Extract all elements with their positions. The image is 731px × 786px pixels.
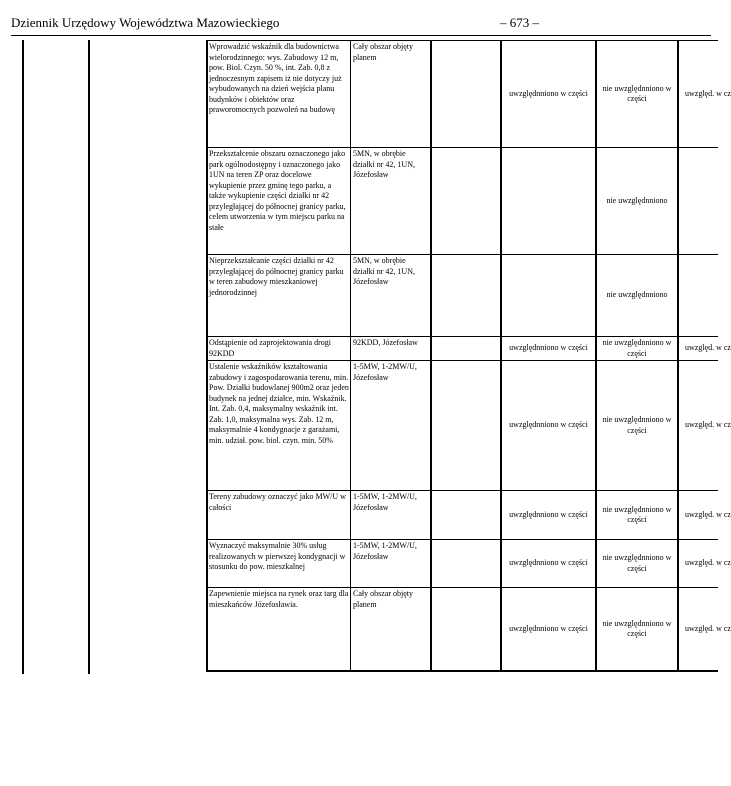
request-text: Tereny zabudowy oznaczyć jako MW/U w całości	[209, 492, 346, 512]
decision-text: uwzględ. w cz	[685, 343, 731, 353]
journal-title: Dziennik Urzędowy Województwa Mazowieckiego	[11, 15, 280, 30]
decision-cell	[595, 588, 677, 670]
decision-text: nie uwzględnniono w części	[602, 553, 672, 573]
request-text: Przekształcenie obszaru oznaczonego jako park ogólnodostępny i oznaczonego jako 1UN na teren ZP oraz docelowe wykupienie przez gminę tego parku, a także wykupienie części działki nr 42 przyległającej do północnej granicy parku, celem utworzenia w tym miejscu parku na stałe	[209, 149, 346, 232]
decision-text: uwzględ. w cz	[685, 558, 731, 568]
area-text: 1-5MW, 1-2MW/U, Józefosław	[350, 361, 430, 490]
empty-cell	[430, 361, 500, 490]
empty-cell	[430, 148, 500, 254]
decision-text: nie uwzględnniono w części	[602, 338, 672, 358]
header-rule	[11, 35, 711, 36]
area-text: Cały obszar objęty planem	[350, 588, 430, 670]
table-row	[208, 587, 731, 670]
empty-cell	[430, 540, 500, 587]
area-text: 1-5MW, 1-2MW/U, Józefosław	[350, 491, 430, 539]
decision-cell	[500, 540, 595, 587]
decision-cell	[677, 491, 731, 539]
decision-text: uwzględnniono w części	[509, 509, 588, 519]
decision-cell	[595, 255, 677, 336]
decision-cell	[500, 337, 595, 360]
decision-cell	[500, 491, 595, 539]
decision-cell	[595, 337, 677, 360]
decision-text: uwzględ. w cz	[685, 509, 731, 519]
decision-cell	[500, 588, 595, 670]
resolution-table	[206, 40, 731, 672]
decision-text: uwzględnniono w części	[509, 420, 588, 430]
area-text: 92KDD, Józefosław	[350, 337, 430, 360]
empty-cell	[430, 255, 500, 336]
decision-text: nie uwzględnniono w części	[602, 83, 672, 103]
empty-cell	[430, 337, 500, 360]
decision-text: nie uwzględnniono w części	[602, 415, 672, 435]
margin-line-left	[22, 40, 24, 674]
decision-text: nie uwzględnniono w części	[602, 618, 672, 638]
decision-text: nie uwzględnniono w części	[602, 504, 672, 524]
page-number: – 673 –	[500, 15, 539, 30]
decision-cell	[595, 41, 677, 147]
request-text: Wprowadzić wskaźnik dla budownictwa wielorodzinnego: wys. Zabudowy 12 m, pow. Biol. Czyn. 50 %, int. Zab. 0,8 z jednoczesnym zapisem iż nie dotyczy już wybudowanych na dzień wejścia planu budynków i obiektów oraz praworomocnych pozwoleń na budowę	[209, 42, 342, 114]
empty-cell	[430, 41, 500, 147]
decision-text: uwzględ. w cz	[685, 88, 731, 98]
decision-cell	[595, 148, 677, 254]
table-row	[208, 490, 731, 539]
empty-cell	[430, 588, 500, 670]
area-text: 5MN, w obrębie działki nr 42, 1UN, Józefosław	[350, 148, 430, 254]
decision-cell	[595, 361, 677, 490]
decision-cell	[595, 540, 677, 587]
table-row	[208, 336, 731, 360]
area-text: 1-5MW, 1-2MW/U, Józefosław	[350, 540, 430, 587]
margin-line-middle	[88, 40, 90, 674]
decision-cell	[677, 361, 731, 490]
table-row	[208, 254, 718, 336]
table-row	[208, 147, 718, 254]
request-text: Odstąpienie od zaprojektowania drogi 92KDD	[209, 338, 331, 358]
decision-cell	[500, 255, 595, 336]
table-row	[208, 40, 731, 147]
decision-cell	[500, 148, 595, 254]
decision-text: uwzględ. w cz	[685, 420, 731, 430]
table-row	[208, 360, 731, 490]
decision-cell	[677, 540, 731, 587]
request-text: Zapewnienie miejsca na rynek oraz targ dla mieszkańców Józefosławia.	[209, 589, 349, 609]
area-text: Cały obszar objęty planem	[350, 41, 430, 147]
decision-cell	[500, 361, 595, 490]
decision-text: uwzględ. w cz	[685, 623, 731, 633]
decision-cell	[677, 337, 731, 360]
decision-cell	[677, 255, 722, 336]
decision-text: nie uwzględnniono	[606, 290, 668, 299]
area-text: 5MN, w obrębie działki nr 42, 1UN, Józefosław	[350, 255, 430, 336]
decision-text: uwzględnniono w części	[509, 558, 588, 568]
request-text: Wyznaczyć maksymalnie 30% usług realizowanych w pierwszej kondygnacji w stosunku do pow. mieszkalnej	[209, 541, 346, 571]
decision-text: uwzględnniono w części	[509, 343, 588, 353]
decision-cell	[500, 41, 595, 147]
empty-cell	[430, 491, 500, 539]
decision-cell	[595, 491, 677, 539]
table-row	[208, 539, 731, 587]
decision-cell	[677, 41, 731, 147]
decision-cell	[677, 148, 722, 254]
request-text: Ustalenie wskaźników kształtowania zabudowy i zagospodarowania terenu, min. Pow. Działki budowlanej 900m2 oraz jeden budynek na jednej działce, min. Wskaźnik. Int. Zab. 0,4, maksymalny wskaźnik int. Zab. 1,0, maksymalna wys. Zab. 12 m, maksymalnie 4 kondygnacje z garażami, min. udział. pow. biol. czyn. min. 50%	[209, 362, 349, 445]
decision-cell	[677, 588, 731, 670]
decision-text: uwzględnniono w części	[509, 88, 588, 98]
decision-text: uwzględnniono w części	[509, 623, 588, 633]
request-text: Nieprzekształcanie części działki nr 42 przyległającej do północnej granicy parku w teren zabudowy mieszkaniowej jednorodzinnej	[209, 256, 344, 297]
decision-text: nie uwzględnniono	[606, 195, 668, 205]
